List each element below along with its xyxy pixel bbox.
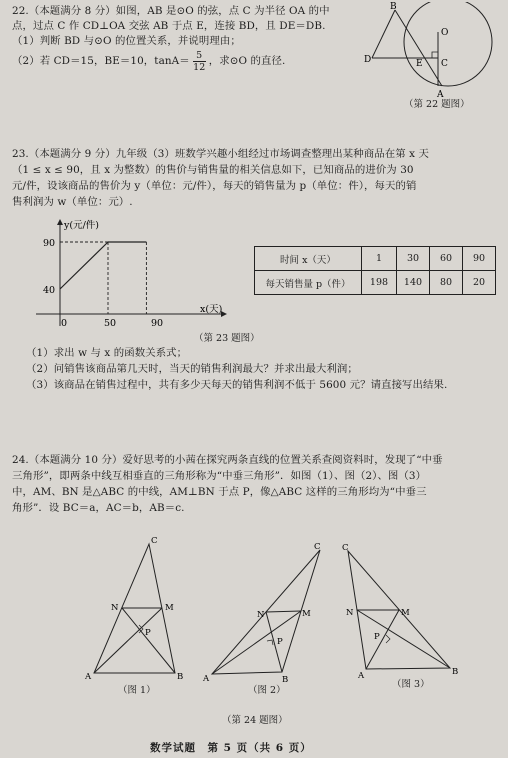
graph-ytick-40: 40 [43, 285, 56, 296]
median-am [212, 611, 301, 674]
graph-xtick-50: 50 [104, 318, 117, 329]
label-c: C [441, 59, 448, 69]
table-cell: 1 [362, 247, 397, 271]
q24-figure-3 [336, 540, 468, 682]
circle-o [404, 2, 492, 86]
right-angle-p [386, 635, 390, 643]
q22-frac-num: 5 [196, 49, 203, 61]
q23-part-2: （2）问销售该商品第几天时，当天的销售利润最大？并求出最大利润； [26, 363, 358, 375]
q23-line-4: 售利润为 w（单位：元）. [12, 196, 133, 208]
label-b: B [177, 672, 184, 682]
median-bn [122, 608, 175, 673]
q24-fig2-caption: （图 2） [248, 685, 286, 696]
label-o: O [441, 28, 449, 38]
q22-frac-den: 12 [193, 61, 206, 73]
table-cell: 140 [397, 271, 430, 295]
label-c: C [342, 543, 349, 553]
label-n: N [257, 610, 265, 620]
q23-part-3: （3）该商品在销售过程中，共有多少天每天的销售利润不低于 5600 元？请直接写出结果. [26, 379, 448, 391]
median-am [94, 608, 162, 673]
graph-ytick-90: 90 [43, 238, 56, 249]
table-cell: 80 [430, 271, 463, 295]
label-b: B [452, 667, 459, 677]
q22-line-1: 22.（本题满分 8 分）如图，AB 是⊙O 的弦，点 C 为半径 OA 的中 [12, 5, 330, 17]
q22-text [12, 4, 364, 74]
q22-figure [362, 2, 506, 102]
label-e: E [416, 59, 423, 69]
q24-line-1: 24.（本题满分 10 分）爱好思考的小茜在探究两条直线的位置关系查阅资料时，发现了“中垂 [12, 454, 443, 466]
label-m: M [165, 603, 174, 613]
table-cell: 90 [463, 247, 496, 271]
q23-table [254, 246, 496, 295]
q24-figure-2 [202, 540, 332, 682]
q23-table-wrap [254, 246, 496, 295]
table-header-cell: 时间 x（天） [255, 247, 362, 271]
label-a: A [203, 674, 210, 682]
q24-caption: （第 24 题图） [222, 715, 288, 726]
label-m: M [302, 609, 311, 619]
q24-figure-1 [84, 532, 194, 682]
label-p: P [374, 632, 380, 642]
label-a: A [437, 90, 444, 100]
right-angle-c [432, 52, 438, 58]
q22-line-2: 点，过点 C 作 CD⊥OA 交弦 AB 于点 E，连接 BD，且 DE＝DB. [12, 19, 326, 32]
label-c: C [151, 536, 158, 546]
label-b: B [282, 675, 289, 682]
label-b: B [390, 2, 397, 12]
right-angle-p [267, 640, 273, 645]
label-m: M [401, 608, 410, 618]
segment-nm [266, 611, 301, 612]
label-d: D [364, 55, 372, 65]
table-cell: 60 [430, 247, 463, 271]
q23-caption: （第 23 题图） [194, 333, 260, 344]
label-a: A [85, 672, 92, 682]
segment-bd [372, 10, 395, 58]
q24-line-2: 三角形”，即两条中线互相垂直的三角形称为“中垂三角形”．如图（1）、图（2）、图（3） [12, 470, 427, 482]
q24-text [12, 452, 504, 516]
label-c: C [314, 542, 321, 552]
table-cell: 20 [463, 271, 496, 295]
graph-xlabel: x(天) [200, 304, 223, 315]
label-p: P [145, 628, 151, 638]
label-n: N [346, 608, 354, 618]
label-a: A [358, 671, 365, 681]
q23-line-1: 23.（本题满分 9 分）九年级（3）班数学兴趣小组经过市场调查整理出某种商品在第 x 天 [12, 148, 429, 160]
q23-text [12, 146, 502, 210]
q22-part2-post: ，求⊙O 的直径. [208, 54, 286, 67]
label-n: N [111, 603, 119, 613]
q23-part-1: （1）求出 w 与 x 的函数关系式； [26, 347, 188, 359]
q23-line-2: （1 ≤ x ≤ 90，且 x 为整数）的售价与销售量的相关信息如下，已知商品的进价为 30 [12, 164, 414, 176]
q22-line-4 [12, 48, 364, 74]
table-cell: 198 [362, 271, 397, 295]
q24-line-3: 中，AM、BN 是△ABC 的中线，AM⊥BN 于点 P，像△ABC 这样的三角形均为“中垂三 [12, 486, 427, 498]
q23-graph [30, 214, 235, 332]
q24-line-4: 角形”．设 BC＝a，AC＝b，AB＝c. [12, 502, 185, 514]
graph-ylabel: y(元/件) [64, 220, 99, 231]
q22-caption: （第 22 题图） [404, 99, 470, 110]
q23-line-3: 元/件，设该商品的售价为 y（单位：元/件），每天的销售量为 p（单位：件），每天的销 [12, 180, 417, 192]
table-row [255, 247, 496, 271]
table-row [255, 271, 496, 295]
q22-fraction [193, 50, 206, 73]
label-p: P [277, 637, 283, 647]
table-header-cell: 每天销售量 p（件） [255, 271, 362, 295]
q23-parts [26, 345, 504, 393]
graph-xtick-90: 90 [151, 318, 164, 329]
page-footer: 数学试题 第 5 页（共 6 页） [150, 742, 312, 754]
q22-line-3: （1）判断 BD 与⊙O 的位置关系，并说明理由； [12, 34, 241, 47]
q24-fig3-caption: （图 3） [392, 679, 430, 690]
graph-rising-segment [60, 242, 108, 289]
q24-fig1-caption: （图 1） [118, 685, 156, 696]
graph-origin: 0 [61, 318, 68, 329]
table-cell: 30 [397, 247, 430, 271]
q22-part2-pre: （2）若 CD＝15，BE＝10，tanA＝ [12, 54, 190, 67]
